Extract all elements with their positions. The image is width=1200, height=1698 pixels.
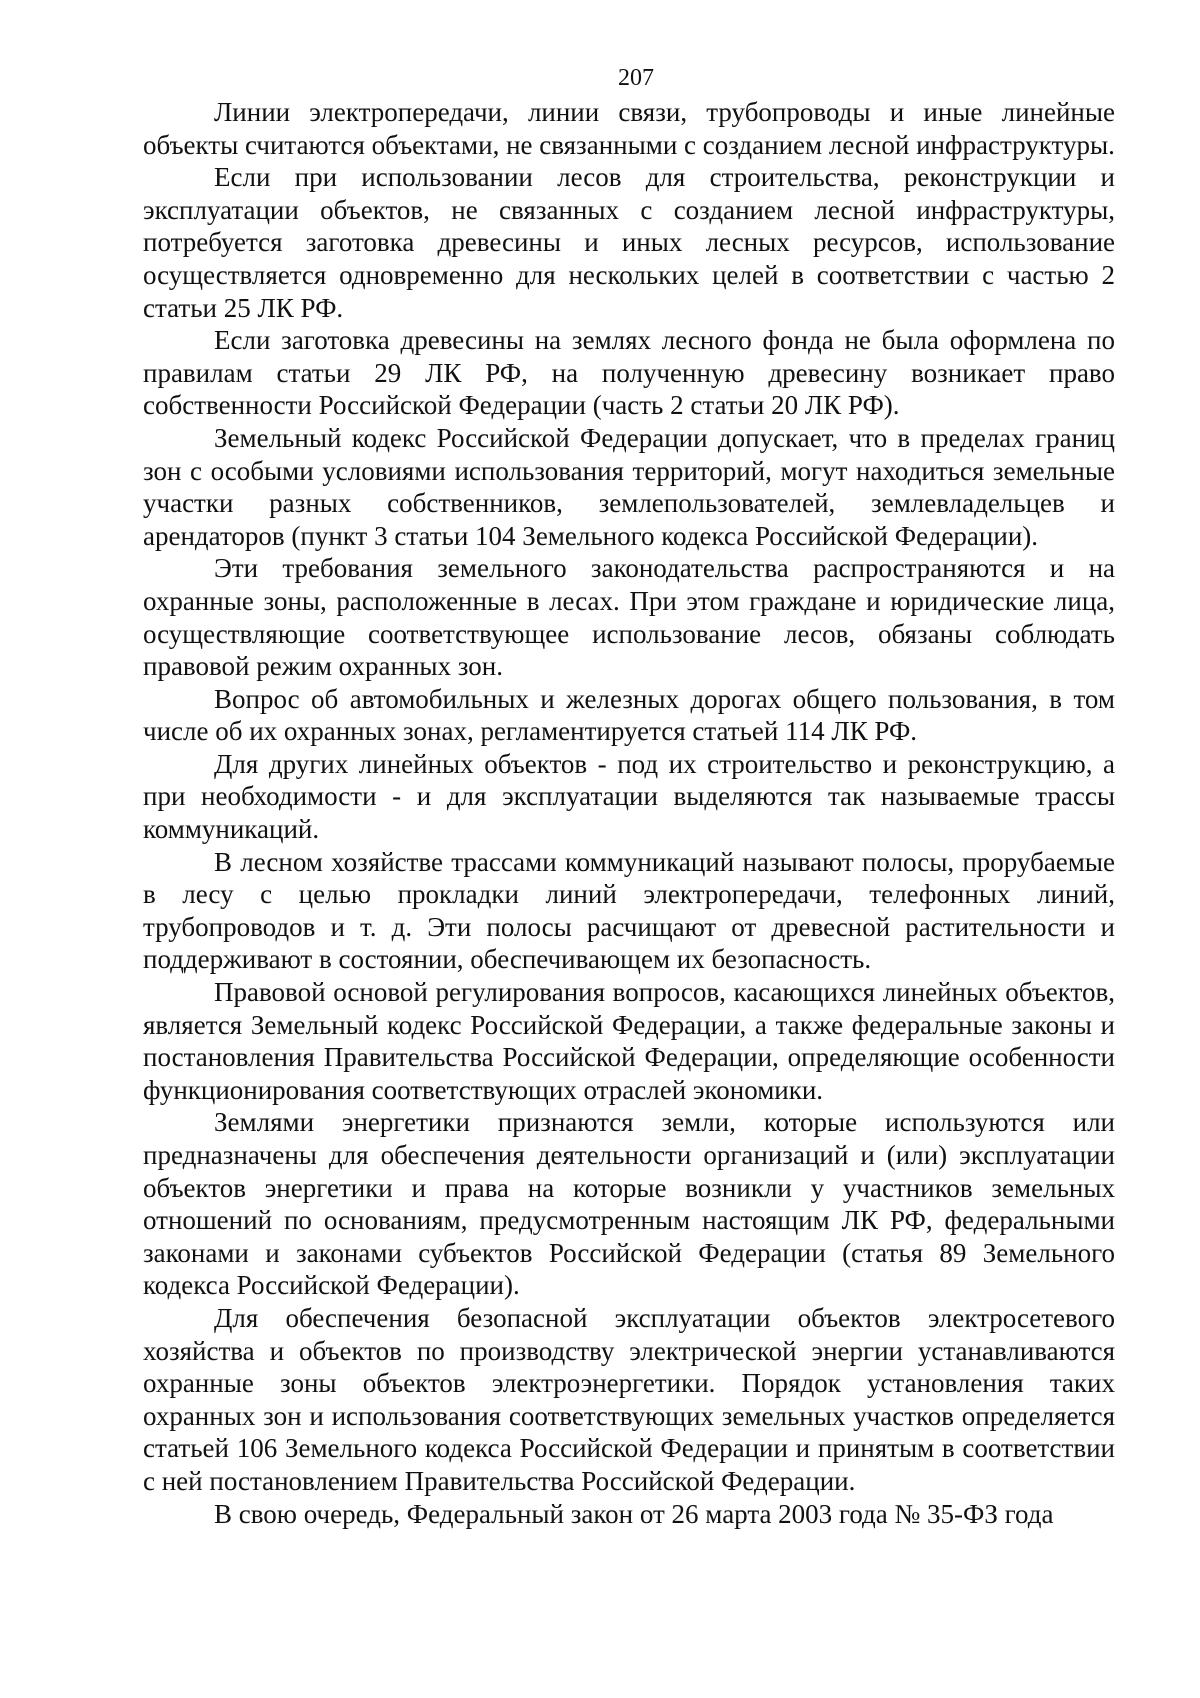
paragraph: Вопрос об автомобильных и железных дорогах общего пользования, в том числе об их охранных зонах, регламентируется статьей 114 ЛК РФ.	[143, 683, 1115, 747]
paragraph: Землями энергетики признаются земли, которые используются или предназначены для обеспечения деятельности организаций и (или) эксплуатации объектов энергетики и права на которые возникли у участников земельных отношений по основаниям, предусмотренным настоящим ЛК РФ, федеральными законами и законами субъектов Российской Федерации (статья 89 Земельного кодекса Российской Федерации).	[143, 1107, 1115, 1301]
paragraph: В свою очередь, Федеральный закон от 26 марта 2003 года № 35-ФЗ года	[214, 1498, 1054, 1529]
paragraph: Для обеспечения безопасной эксплуатации объектов электросетевого хозяйства и объектов по производству электрической энергии устанавливаются охранные зоны объектов электроэнергетики. Порядок установления таких охранных зон и использования соответствующих земельных участков определяется статьей 106 Земельного кодекса Российской Федерации и принятым в соответствии с ней постановлением Правительства Российской Федерации.	[143, 1302, 1115, 1496]
paragraph: Если при использовании лесов для строительства, реконструкции и эксплуатации объектов, не связанных с созданием лесной инфраструктуры, потребуется заготовка древесины и иных лесных ресурсов, использование осуществляется одновременно для нескольких целей в соответствии с частью 2 статьи 25 ЛК РФ.	[143, 162, 1115, 323]
page-number: 207	[618, 65, 654, 91]
paragraph: Земельный кодекс Российской Федерации допускает, что в пределах границ зон с особыми условиями использования территорий, могут находиться земельные участки разных собственников, землепользователей, землевладельцев и арендаторов (пункт 3 статьи 104 Земельного кодекса Российской Федерации).	[143, 422, 1115, 551]
paragraph: В лесном хозяйстве трассами коммуникаций называют полосы, прорубаемые в лесу с целью прокладки линий электропередачи, телефонных линий, трубопроводов и т. д. Эти полосы расчищают от древесной растительности и поддерживают в состоянии, обеспечивающем их безопасность.	[143, 846, 1115, 975]
paragraph: Эти требования земельного законодательства распространяются и на охранные зоны, расположенные в лесах. При этом граждане и юридические лица, осуществляющие соответствующее использование лесов, обязаны соблюдать правовой режим охранных зон.	[143, 553, 1115, 682]
paragraph: Правовой основой регулирования вопросов, касающихся линейных объектов, является Земельный кодекс Российской Федерации, а также федеральные законы и постановления Правительства Российской Федерации, определяющие особенности функционирования соответствующих отраслей экономики.	[143, 977, 1115, 1105]
paragraph: Если заготовка древесины на землях лесного фонда не была оформлена по правилам статьи 29 ЛК РФ, на полученную древесину возникает право собственности Российской Федерации (часть 2 статьи 20 ЛК РФ).	[143, 325, 1115, 421]
paragraph: Для других линейных объектов - под их строительство и реконструкцию, а при необходимости - и для эксплуатации выделяются так называемые трассы коммуникаций.	[143, 748, 1115, 845]
document-body	[143, 96, 1115, 1530]
paragraph: Линии электропередачи, линии связи, трубопроводы и иные линейные объекты считаются объектами, не связанными с созданием лесной инфраструктуры.	[143, 97, 1115, 160]
